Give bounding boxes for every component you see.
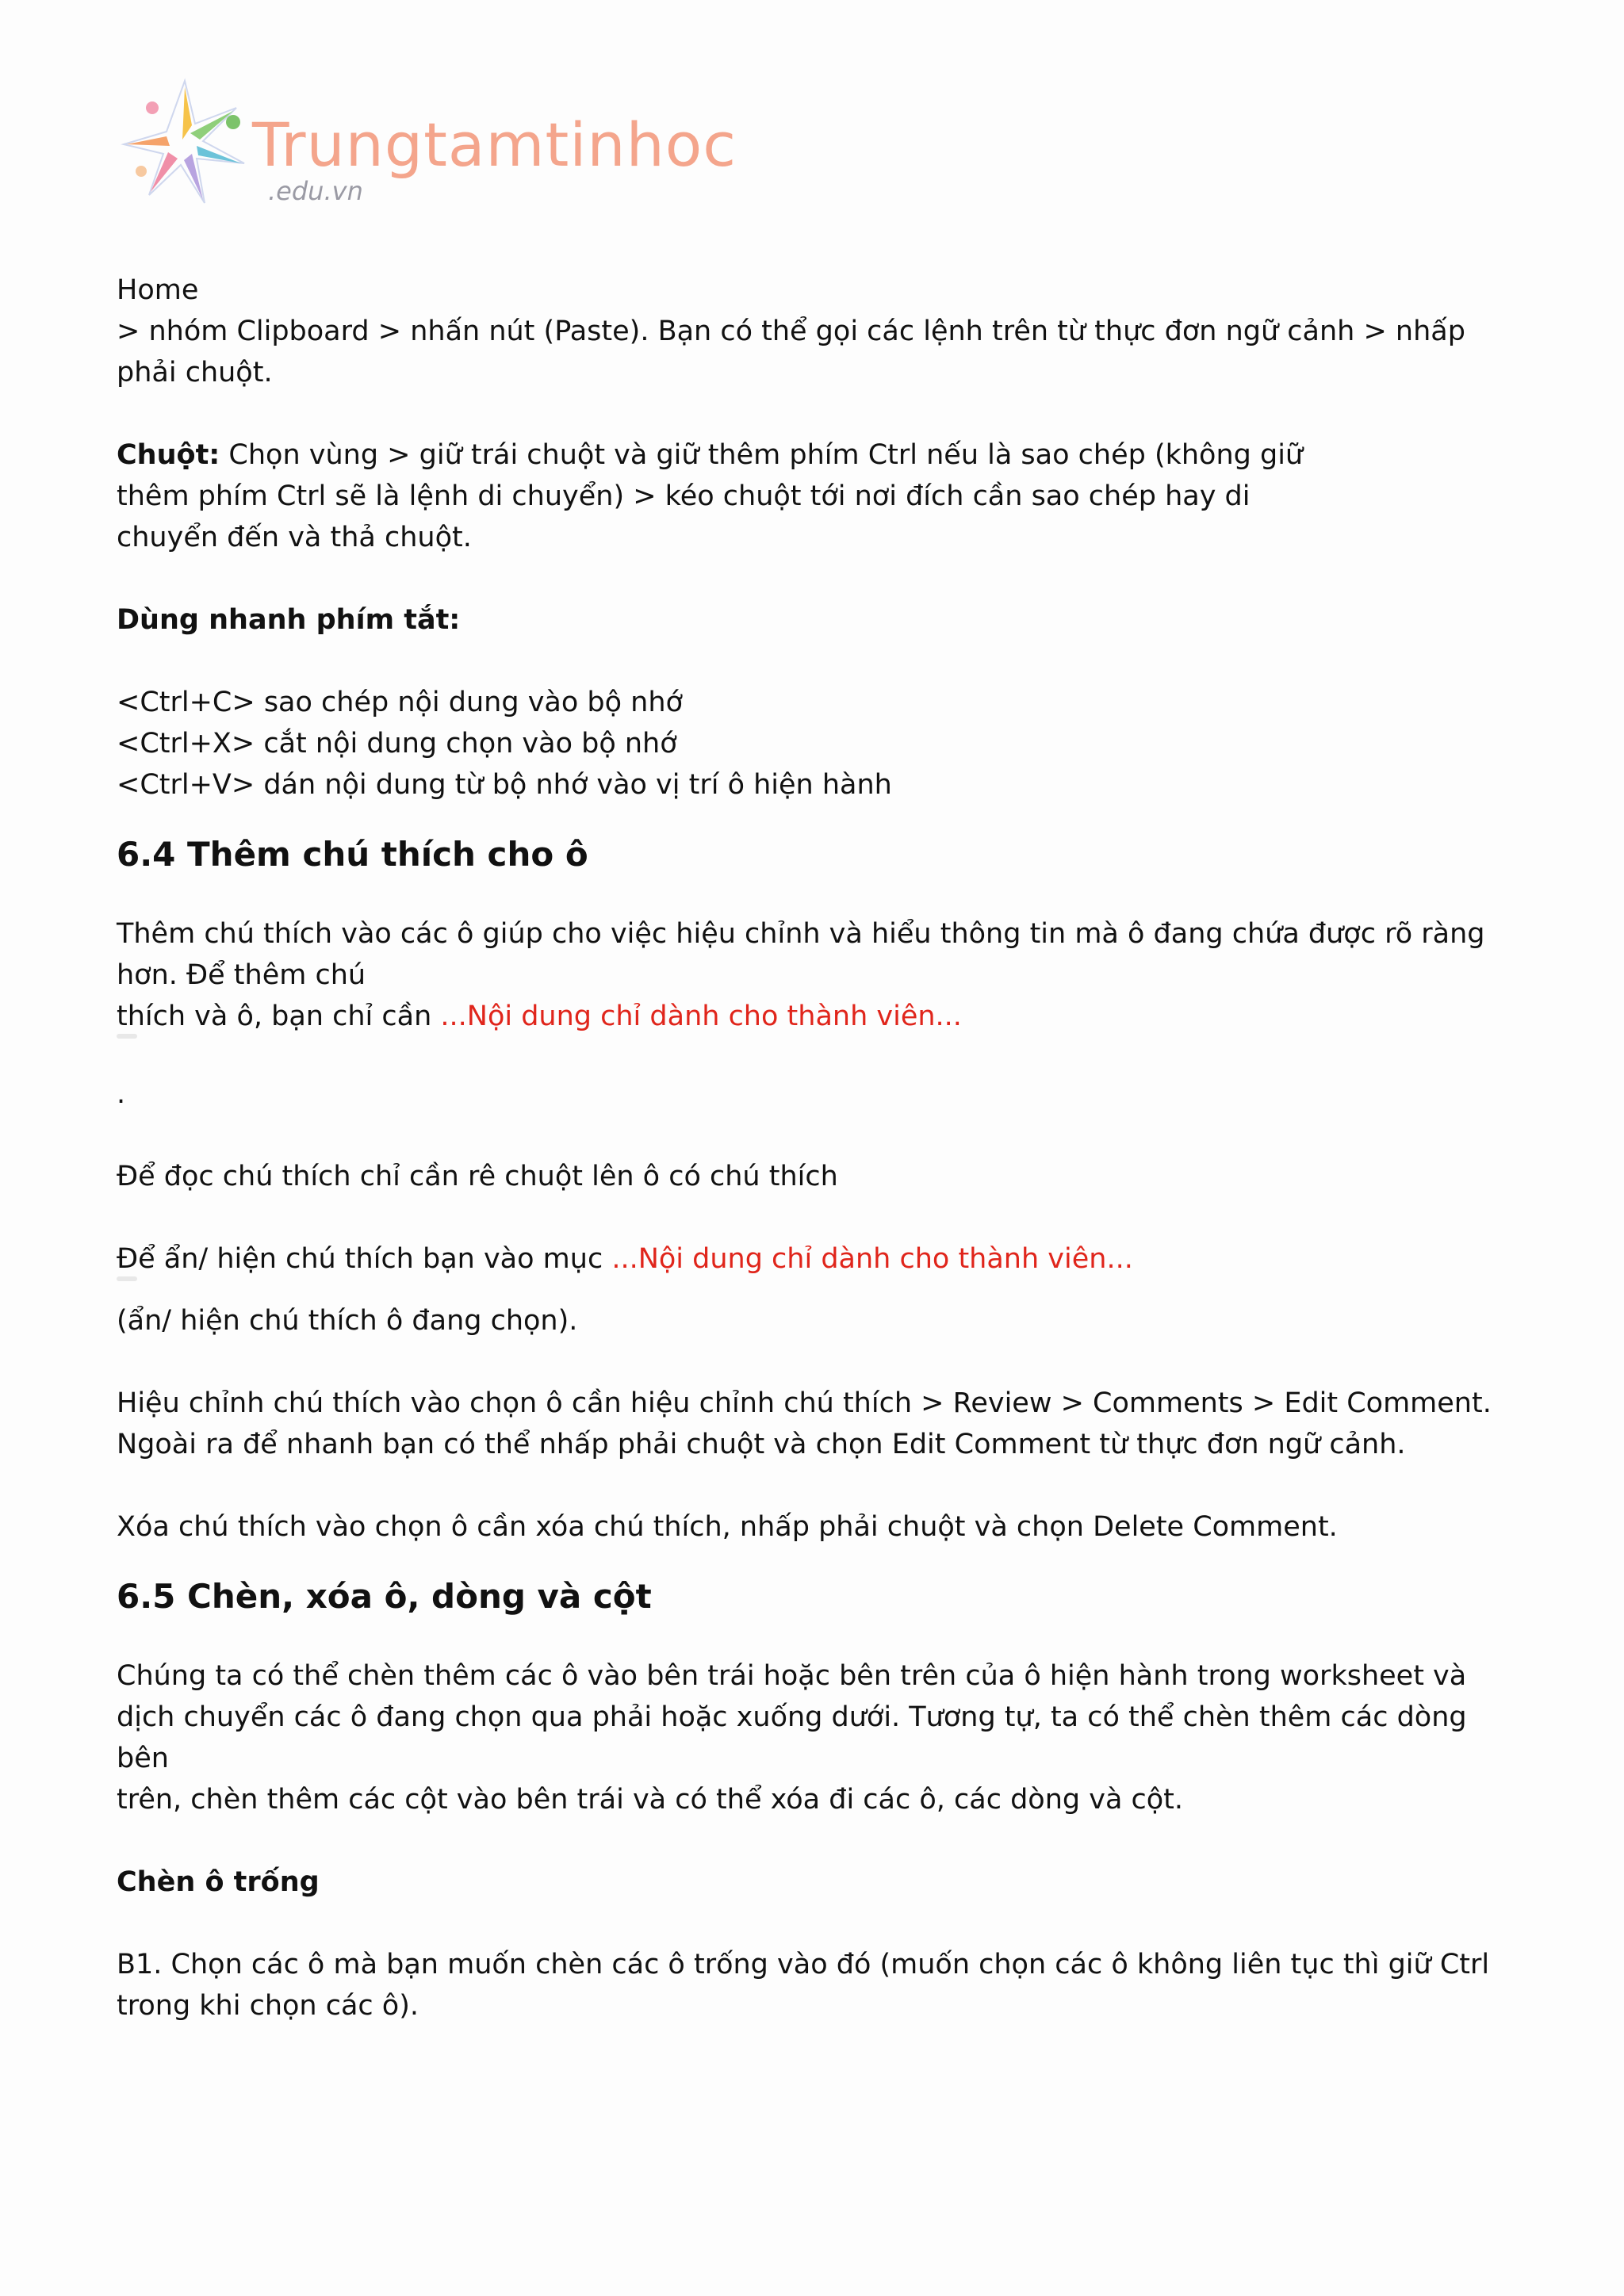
paragraph-mouse: Chuột: Chọn vùng > giữ trái chuột và giữ thêm phím Ctrl nếu là sao chép (không giữ thêm phím Ctrl sẽ là lệnh di chuyển) > kéo chuột tới nơi đích cần sao chép hay di chuyển đến và thả chuột. bbox=[117, 439, 1304, 553]
shortcuts-heading: Dùng nhanh phím tắt: bbox=[117, 604, 461, 636]
paragraph-insert-intro: Chúng ta có thể chèn thêm các ô vào bên trái hoặc bên trên của ô hiện hành trong worksheet và dịch chuyển các ô đang chọn qua phải hoặc xuống dưới. Tương tự, ta có thể chèn thêm các dòng bên trên, chèn thêm các cột vào bên trái và có thể xóa đi các ô, các dòng và cột. bbox=[117, 1660, 1467, 1816]
site-logo[interactable] bbox=[117, 76, 737, 211]
section-heading-6-5: 6.5 Chèn, xóa ô, dòng và cột bbox=[117, 1577, 652, 1616]
members-only-link[interactable]: ...Nội dung chỉ dành cho thành viên... bbox=[611, 1243, 1133, 1275]
subheading-insert-blank: Chèn ô trống bbox=[117, 1866, 320, 1898]
shortcut-copy: <Ctrl+C> sao chép nội dung vào bộ nhớ bbox=[117, 687, 683, 718]
members-only-link[interactable]: ...Nội dung chỉ dành cho thành viên... bbox=[440, 1001, 962, 1032]
paragraph-read-comment: Để đọc chú thích chỉ cần rê chuột lên ô có chú thích bbox=[117, 1161, 838, 1192]
dot-line: . bbox=[117, 1078, 126, 1110]
star-logo-icon bbox=[117, 76, 252, 211]
section-heading-6-4: 6.4 Thêm chú thích cho ô bbox=[117, 835, 588, 874]
shortcut-paste: <Ctrl+V> dán nội dung từ bộ nhớ vào vị trí ô hiện hành bbox=[117, 769, 892, 801]
paragraph-edit-comment: Hiệu chỉnh chú thích vào chọn ô cần hiệu chỉnh chú thích > Review > Comments > Edit Comment. Ngoài ra để nhanh bạn có thể nhấp phải chuột và chọn Edit Comment từ thực đơn ngữ cảnh. bbox=[117, 1387, 1492, 1460]
document-body bbox=[117, 270, 1512, 2026]
paragraph-add-comment: Thêm chú thích vào các ô giúp cho việc hiệu chỉnh và hiểu thông tin mà ô đang chứa được rõ ràng hơn. Để thêm chú thích và ô, bạn chỉ cần ...Nội dung chỉ dành cho thành viên... bbox=[117, 918, 1485, 1032]
paragraph-paste: Home > nhóm Clipboard > nhấn nút (Paste). Bạn có thể gọi các lệnh trên từ thực đơn ngữ cảnh > nhấp phải chuột. bbox=[117, 274, 1465, 388]
shortcut-list bbox=[117, 682, 1512, 806]
mouse-label: Chuột: bbox=[117, 439, 220, 471]
logo-wordmark: Trungtamtinhoc bbox=[252, 109, 737, 180]
paragraph-toggle-comment: Để ẩn/ hiện chú thích bạn vào mục ...Nội dung chỉ dành cho thành viên... bbox=[117, 1243, 1133, 1275]
logo-domain: .edu.vn bbox=[268, 176, 363, 206]
paragraph-delete-comment: Xóa chú thích vào chọn ô cần xóa chú thích, nhấp phải chuột và chọn Delete Comment. bbox=[117, 1511, 1338, 1543]
paragraph-step-1: B1. Chọn các ô mà bạn muốn chèn các ô trống vào đó (muốn chọn các ô không liên tục thì giữ Ctrl trong khi chọn các ô). bbox=[117, 1949, 1490, 2022]
shortcut-cut: <Ctrl+X> cắt nội dung chọn vào bộ nhớ bbox=[117, 728, 677, 760]
paragraph-toggle-note: (ẩn/ hiện chú thích ô đang chọn). bbox=[117, 1305, 578, 1337]
